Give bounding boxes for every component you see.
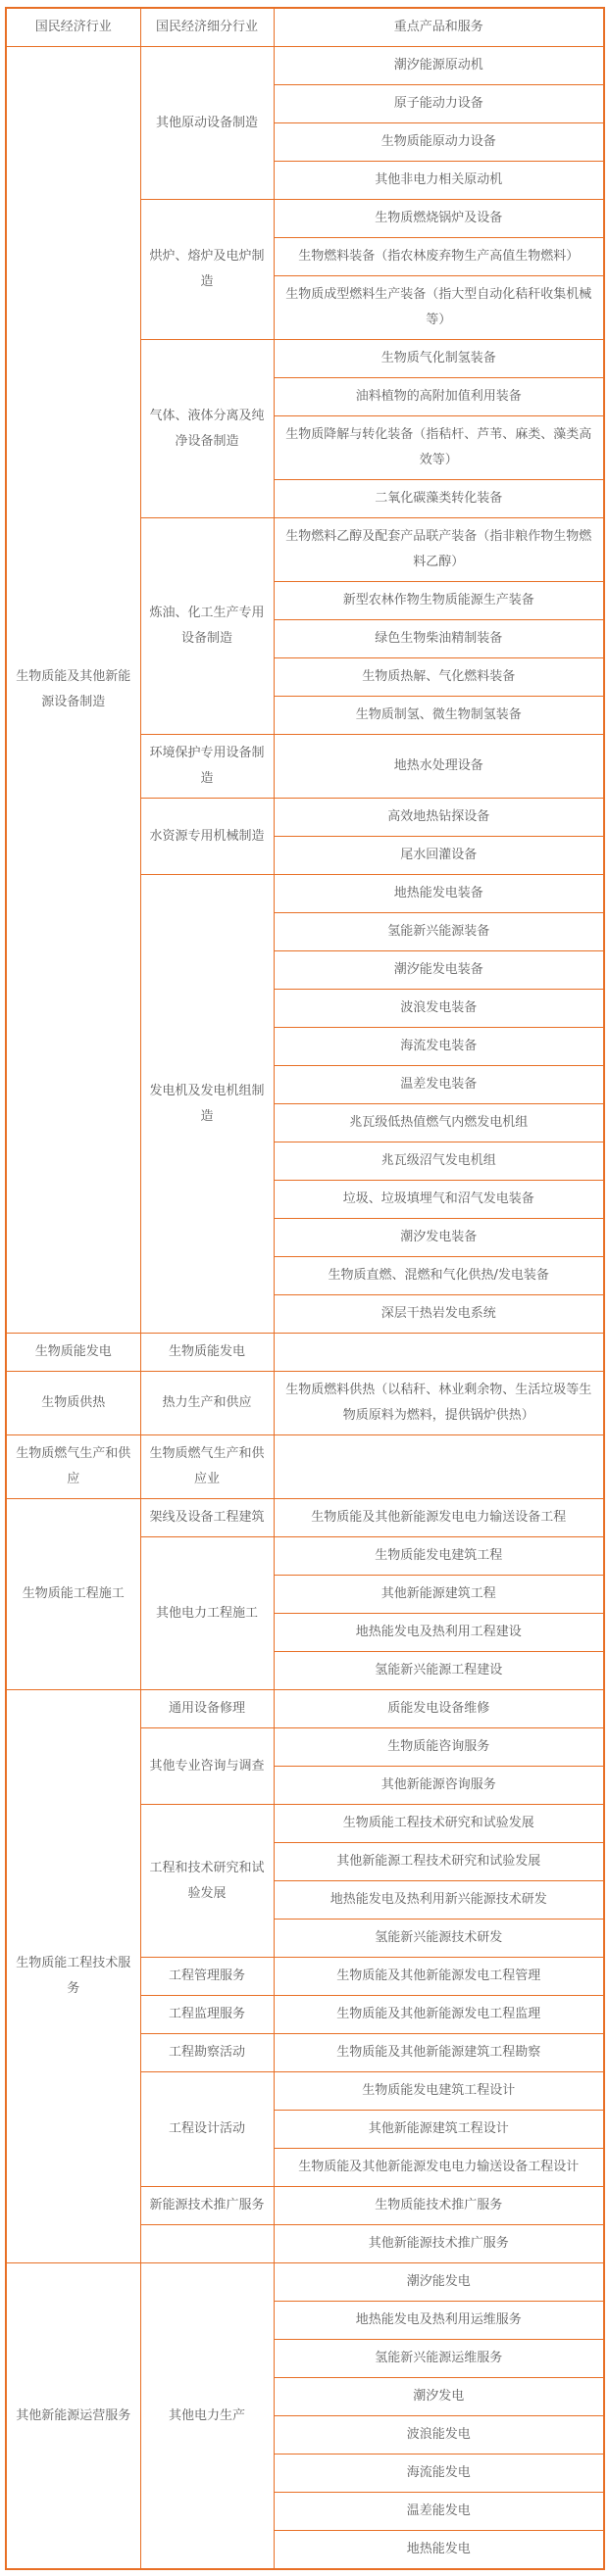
product-cell: 生物质能及其他新能源发电电力输送设备工程 (274, 1499, 604, 1537)
subsector-cell: 水资源专用机械制造 (140, 799, 274, 875)
product-cell: 深层干热岩发电系统 (274, 1295, 604, 1334)
product-cell: 生物质能原动力设备 (274, 123, 604, 162)
product-cell: 其他新能源技术推广服务 (274, 2225, 604, 2263)
product-cell: 生物质热解、气化燃料装备 (274, 658, 604, 697)
product-cell: 兆瓦级沼气发电机组 (274, 1142, 604, 1181)
product-cell: 其他新能源建筑工程 (274, 1576, 604, 1614)
subsector-cell: 工程管理服务 (140, 1958, 274, 1996)
product-cell: 地热水处理设备 (274, 735, 604, 799)
product-cell: 生物燃料乙醇及配套产品联产装备（指非粮作物生物燃料乙醇） (274, 518, 604, 582)
subsector-cell: 其他电力工程施工 (140, 1537, 274, 1690)
product-cell: 地热能发电装备 (274, 875, 604, 913)
subsector-cell: 其他电力生产 (140, 2263, 274, 2570)
subsector-cell: 环境保护专用设备制造 (140, 735, 274, 799)
product-cell: 二氧化碳藻类转化装备 (274, 480, 604, 518)
product-cell: 绿色生物柴油精制装备 (274, 620, 604, 658)
product-cell: 垃圾、垃圾填埋气和沼气发电装备 (274, 1181, 604, 1219)
industry-cell: 生物质能工程施工 (6, 1499, 140, 1690)
header-subsector: 国民经济细分行业 (140, 8, 274, 47)
industry-cell: 生物质能发电 (6, 1334, 140, 1372)
subsector-cell: 烘炉、熔炉及电炉制造 (140, 200, 274, 340)
subsector-cell: 其他原动设备制造 (140, 47, 274, 200)
product-cell: 高效地热钻探设备 (274, 799, 604, 837)
header-row (6, 8, 604, 47)
product-cell: 生物质燃烧锅炉及设备 (274, 200, 604, 238)
product-cell: 其他非电力相关原动机 (274, 162, 604, 200)
product-cell: 其他新能源建筑工程设计 (274, 2111, 604, 2149)
industry-cell: 其他新能源运营服务 (6, 2263, 140, 2570)
industry-cell: 生物质供热 (6, 1372, 140, 1435)
product-cell: 生物质能发电建筑工程设计 (274, 2072, 604, 2111)
table-row (6, 1435, 604, 1499)
product-cell: 生物质能技术推广服务 (274, 2187, 604, 2225)
product-cell: 质能发电设备维修 (274, 1690, 604, 1728)
product-cell: 生物质燃料供热（以秸秆、林业剩余物、生活垃圾等生物质原料为燃料，提供锅炉供热） (274, 1372, 604, 1435)
table-row (6, 1690, 604, 1728)
product-cell: 波浪发电装备 (274, 990, 604, 1028)
subsector-cell: 工程设计活动 (140, 2072, 274, 2187)
industry-classification-table (5, 7, 605, 2570)
product-cell: 地热能发电 (274, 2531, 604, 2570)
product-cell: 生物质能咨询服务 (274, 1728, 604, 1767)
product-cell: 温差发电装备 (274, 1066, 604, 1104)
product-cell: 地热能发电及热利用工程建设 (274, 1614, 604, 1652)
product-cell: 生物质能工程技术研究和试验发展 (274, 1805, 604, 1843)
product-cell: 氢能新兴能源技术研发 (274, 1920, 604, 1958)
subsector-cell: 生物质能发电 (140, 1334, 274, 1372)
product-cell (274, 1334, 604, 1372)
header-products: 重点产品和服务 (274, 8, 604, 47)
product-cell: 生物燃料装备（指农林废弃物生产高值生物燃料） (274, 238, 604, 276)
product-cell: 生物质能及其他新能源建筑工程勘察 (274, 2034, 604, 2072)
table-row (6, 47, 604, 85)
product-cell: 生物质降解与转化装备（指秸杆、芦苇、麻类、藻类高效等） (274, 416, 604, 480)
subsector-cell (140, 2225, 274, 2263)
product-cell: 生物质能及其他新能源发电工程管理 (274, 1958, 604, 1996)
product-cell: 地热能发电及热利用运维服务 (274, 2302, 604, 2340)
product-cell: 生物质制氢、微生物制氢装备 (274, 697, 604, 735)
product-cell (274, 1435, 604, 1499)
product-cell: 潮汐能发电装备 (274, 951, 604, 990)
subsector-cell: 架线及设备工程建筑 (140, 1499, 274, 1537)
table-row (6, 1372, 604, 1435)
product-cell: 其他新能源工程技术研究和试验发展 (274, 1843, 604, 1881)
subsector-cell: 工程和技术研究和试验发展 (140, 1805, 274, 1958)
product-cell: 原子能动力设备 (274, 85, 604, 123)
subsector-cell: 生物质燃气生产和供应业 (140, 1435, 274, 1499)
product-cell: 地热能发电及热利用新兴能源技术研发 (274, 1881, 604, 1920)
header-industry: 国民经济行业 (6, 8, 140, 47)
product-cell: 温差能发电 (274, 2493, 604, 2531)
table-row (6, 1334, 604, 1372)
product-cell: 生物质气化制氢装备 (274, 340, 604, 378)
subsector-cell: 工程勘察活动 (140, 2034, 274, 2072)
product-cell: 潮汐发电 (274, 2378, 604, 2416)
product-cell: 油料植物的高附加值利用装备 (274, 378, 604, 416)
subsector-cell: 新能源技术推广服务 (140, 2187, 274, 2225)
industry-cell: 生物质能及其他新能源设备制造 (6, 47, 140, 1334)
subsector-cell: 炼油、化工生产专用设备制造 (140, 518, 274, 735)
product-cell: 生物质能发电建筑工程 (274, 1537, 604, 1576)
table-row (6, 1499, 604, 1537)
product-cell: 氢能新兴能源运维服务 (274, 2340, 604, 2378)
product-cell: 潮汐发电装备 (274, 1219, 604, 1257)
product-cell: 尾水回灌设备 (274, 837, 604, 875)
subsector-cell: 工程监理服务 (140, 1996, 274, 2034)
product-cell: 氢能新兴能源装备 (274, 913, 604, 951)
subsector-cell: 热力生产和供应 (140, 1372, 274, 1435)
subsector-cell: 发电机及发电机组制造 (140, 875, 274, 1334)
product-cell: 其他新能源咨询服务 (274, 1767, 604, 1805)
product-cell: 兆瓦级低热值燃气内燃发电机组 (274, 1104, 604, 1142)
product-cell: 生物质成型燃料生产装备（指大型自动化秸秆收集机械等） (274, 276, 604, 340)
product-cell: 海流能发电 (274, 2454, 604, 2493)
table-row (6, 2263, 604, 2302)
product-cell: 氢能新兴能源工程建设 (274, 1652, 604, 1690)
industry-cell: 生物质燃气生产和供应 (6, 1435, 140, 1499)
product-cell: 潮汐能发电 (274, 2263, 604, 2302)
product-cell: 新型农林作物生物质能源生产装备 (274, 582, 604, 620)
subsector-cell: 气体、液体分离及纯净设备制造 (140, 340, 274, 518)
product-cell: 海流发电装备 (274, 1028, 604, 1066)
product-cell: 生物质直燃、混燃和气化供热/发电装备 (274, 1257, 604, 1295)
product-cell: 生物质能及其他新能源发电工程监理 (274, 1996, 604, 2034)
subsector-cell: 其他专业咨询与调查 (140, 1728, 274, 1805)
product-cell: 生物质能及其他新能源发电电力输送设备工程设计 (274, 2149, 604, 2187)
industry-cell: 生物质能工程技术服务 (6, 1690, 140, 2263)
product-cell: 波浪能发电 (274, 2416, 604, 2454)
subsector-cell: 通用设备修理 (140, 1690, 274, 1728)
table-body (6, 47, 604, 2570)
product-cell: 潮汐能源原动机 (274, 47, 604, 85)
